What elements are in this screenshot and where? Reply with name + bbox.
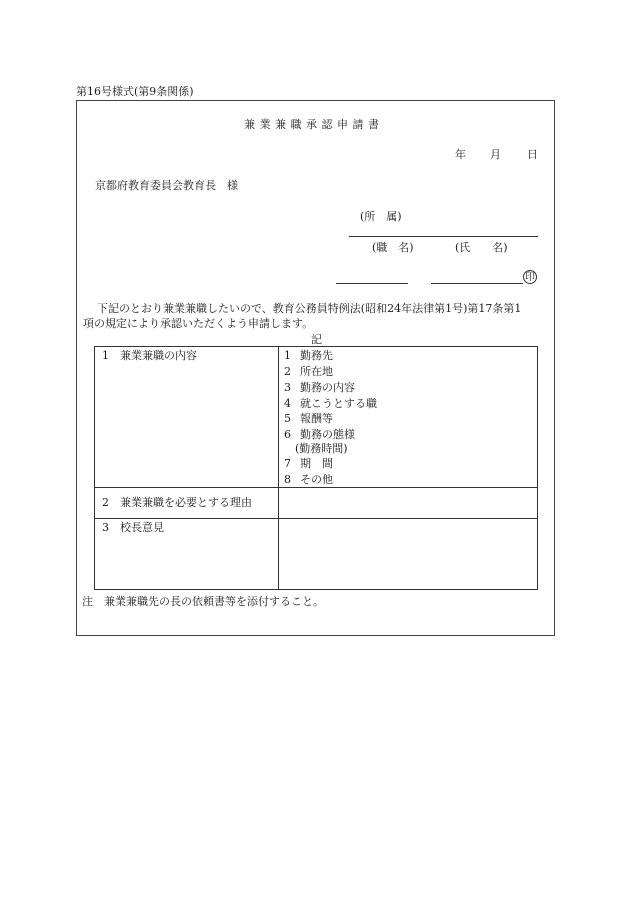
table-divider-vertical xyxy=(278,347,279,589)
row1-item xyxy=(284,458,333,469)
row1-item-number: 8 xyxy=(284,473,291,486)
row1-item-text: 勤務の態様 xyxy=(300,428,355,441)
position-label: (職 名) xyxy=(372,241,414,254)
row1-item-number: 3 xyxy=(284,381,291,394)
row1-item-number: 1 xyxy=(284,349,291,362)
row1-item xyxy=(295,443,348,454)
row1-item-number: 2 xyxy=(284,365,291,378)
row1-item-number: 5 xyxy=(284,412,291,425)
row1-item xyxy=(284,398,377,409)
row1-item-text: 所在地 xyxy=(300,365,333,378)
row1-item-text: 就こうとする職 xyxy=(300,397,377,410)
date-year: 年 xyxy=(455,148,466,161)
form-number: 第16号様式(第9条関係) xyxy=(76,85,194,98)
form-title: 兼業兼職承認申請書 xyxy=(244,118,384,131)
row1-item xyxy=(284,366,333,377)
row1-item-number: 7 xyxy=(284,457,291,470)
ki-heading: 記 xyxy=(311,333,322,346)
name-label: (氏 名) xyxy=(455,241,508,254)
row1-item-text: 勤務の内容 xyxy=(300,381,355,394)
addressee: 京都府教育委員会教育長 様 xyxy=(95,179,238,192)
date-day: 日 xyxy=(527,148,538,161)
row1-item-number: 6 xyxy=(284,428,291,441)
table-divider-row2 xyxy=(95,518,537,519)
body-text-line1: 下記のとおり兼業兼職したいので、教育公務員特例法(昭和24年法律第1号)第17条第1 xyxy=(97,302,522,315)
row1-item-text: その他 xyxy=(300,473,333,486)
name-line xyxy=(431,283,523,284)
row1-label: 1 兼業兼職の内容 xyxy=(102,349,197,362)
note: 注 兼業兼職先の長の依頼書等を添付すること。 xyxy=(82,595,324,608)
row1-item-text: 報酬等 xyxy=(300,412,333,425)
seal-icon: 印 xyxy=(525,272,535,283)
row1-item-text: 勤務先 xyxy=(300,349,333,362)
date-month: 月 xyxy=(490,148,501,161)
row1-item-text: (勤務時間) xyxy=(295,442,348,455)
row1-item xyxy=(284,474,333,485)
row1-item xyxy=(284,413,333,424)
affiliation-label: (所 属) xyxy=(360,210,402,223)
row1-item-text: 期 間 xyxy=(300,457,333,470)
row1-item xyxy=(284,382,355,393)
position-line xyxy=(336,283,408,284)
body-text-line2: 項の規定により承認いただくよう申請します。 xyxy=(83,317,314,330)
table-divider-row1 xyxy=(95,487,537,488)
row1-item xyxy=(284,429,355,440)
row1-item-number: 4 xyxy=(284,397,291,410)
row1-item xyxy=(284,350,333,361)
affiliation-line xyxy=(349,236,538,237)
row2-label: 2 兼業兼職を必要とする理由 xyxy=(102,496,252,509)
row3-label: 3 校長意見 xyxy=(102,521,164,534)
